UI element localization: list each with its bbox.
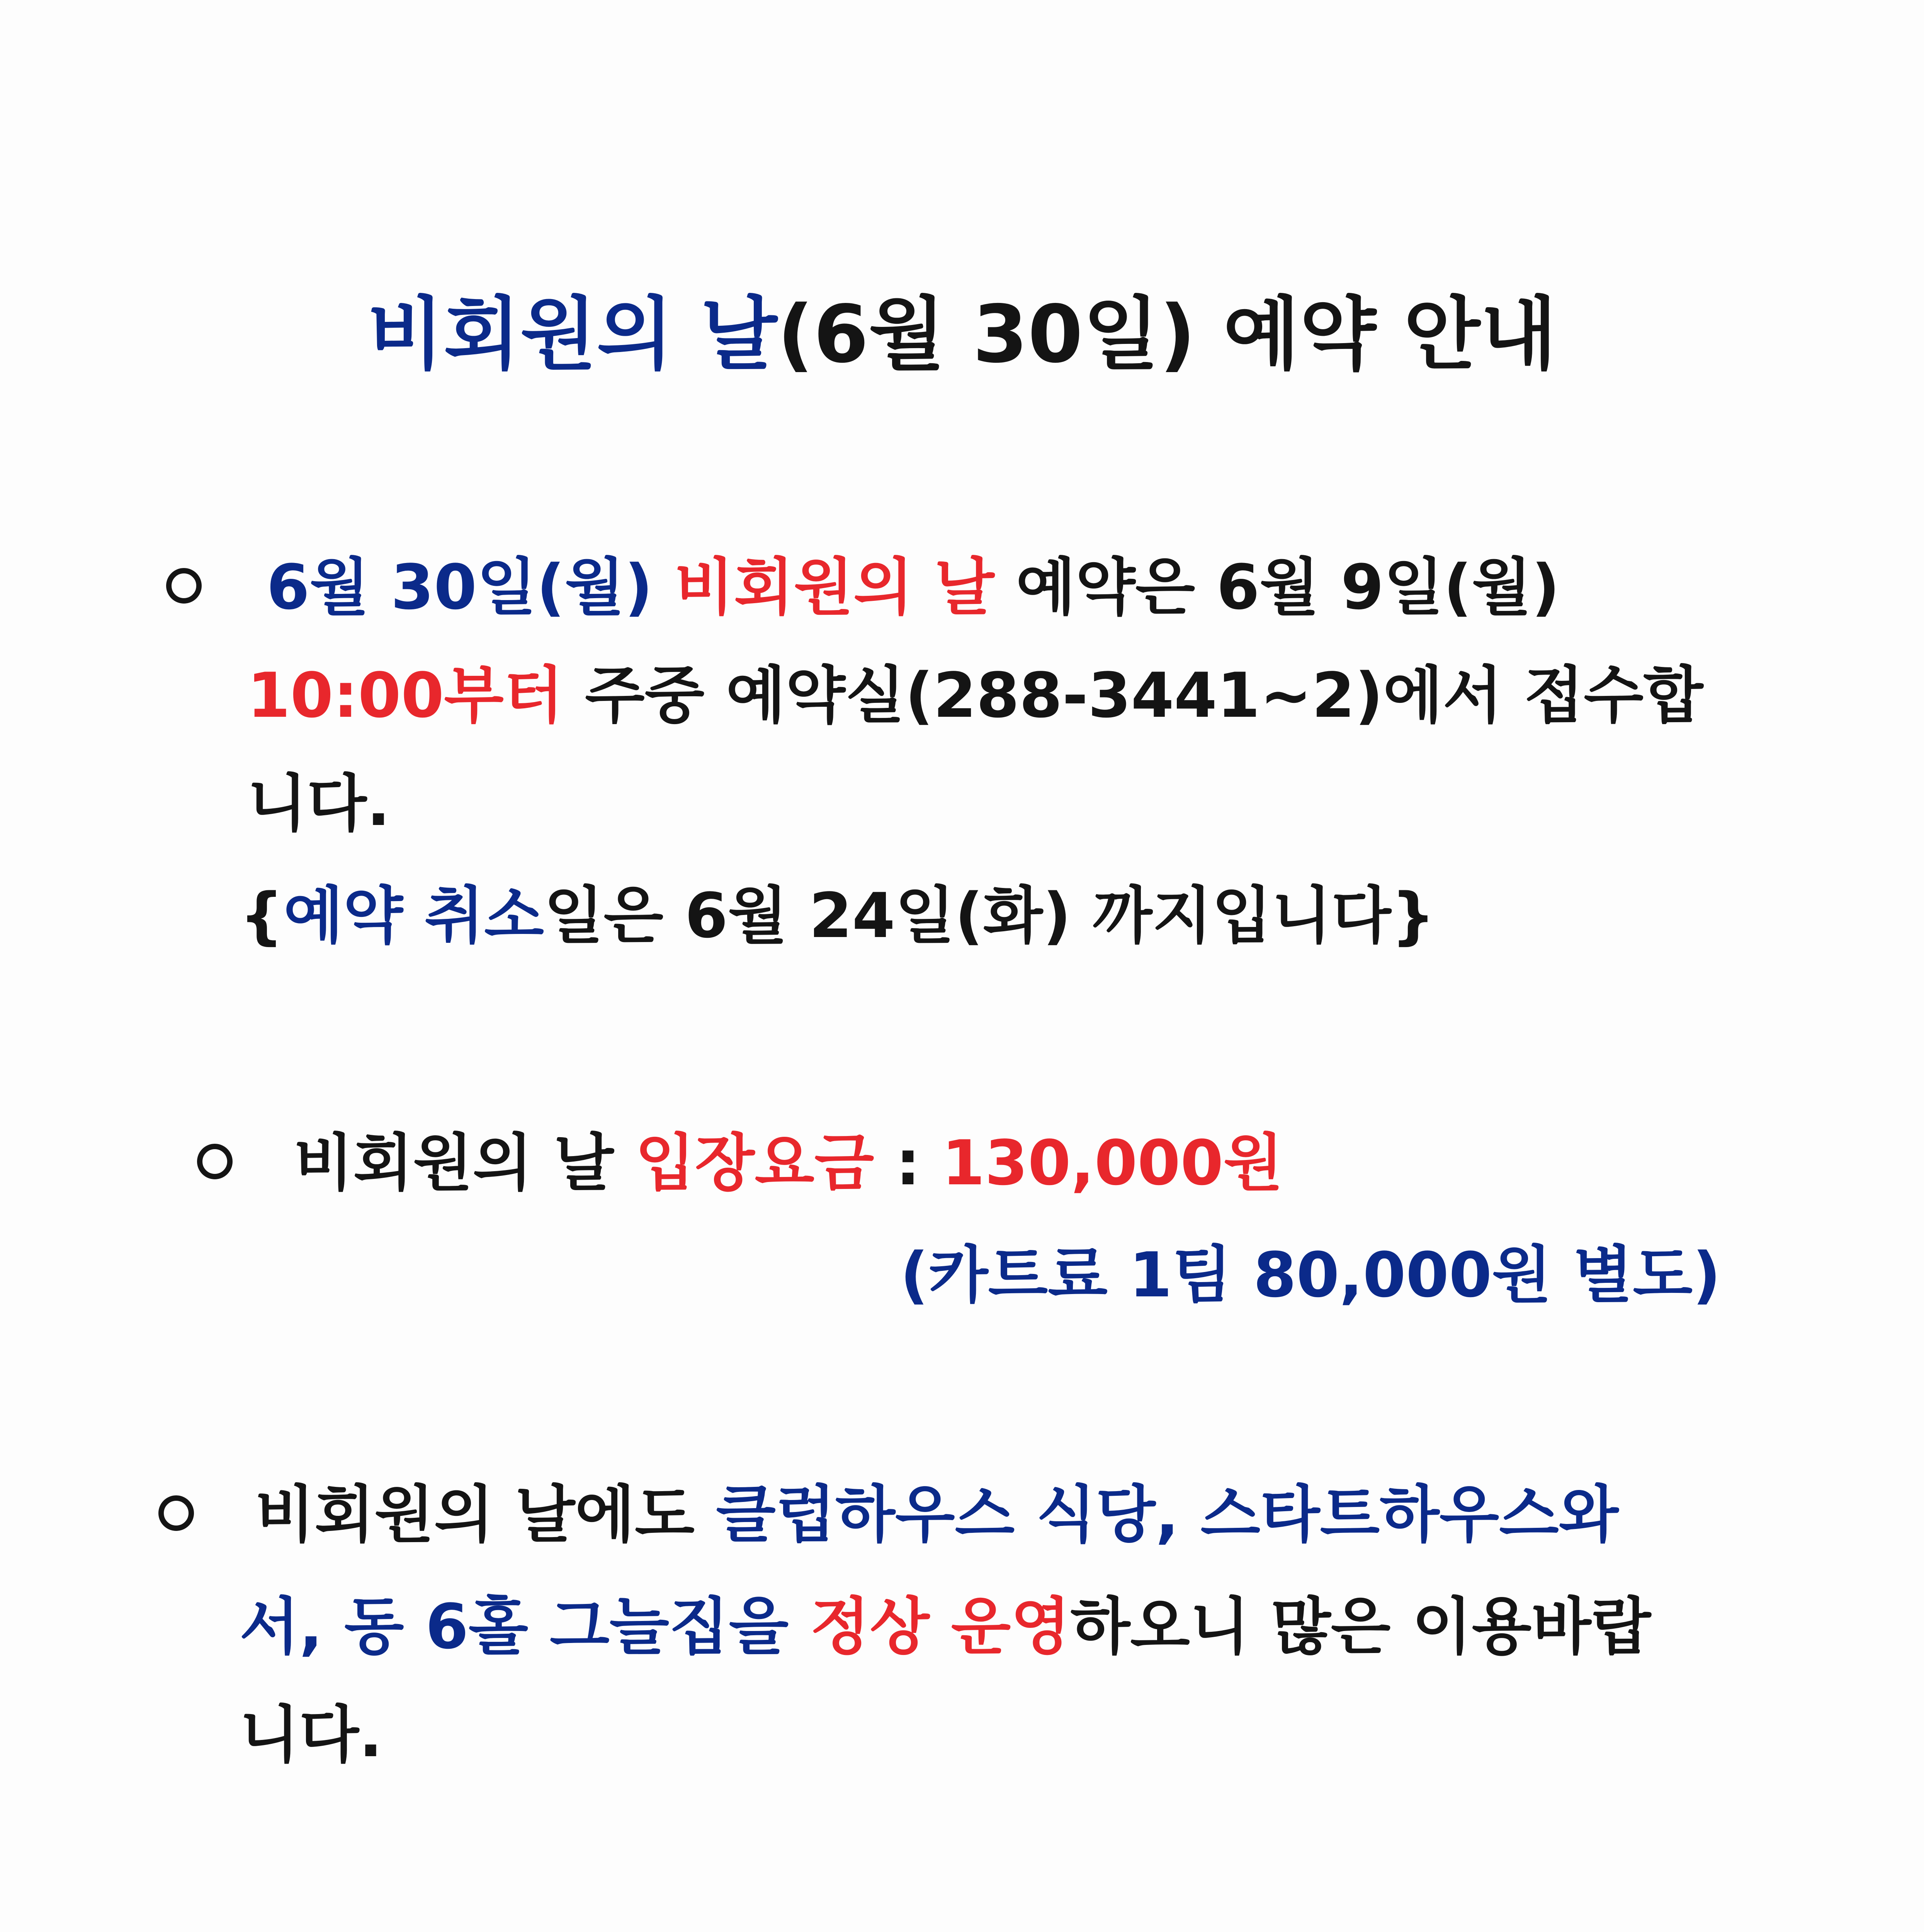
section1-line2 (247, 659, 1703, 731)
section1-brace: { (240, 879, 284, 952)
section1-event: 비회원의 날 (674, 551, 994, 623)
page-title (0, 270, 1924, 384)
section1-cancel-text: 일은 6월 24일(화) 까지입니다} (544, 879, 1435, 952)
section3-line2 (240, 1590, 1651, 1663)
section2-line1 (294, 1127, 1283, 1199)
bullet-2 (197, 1144, 233, 1179)
section1-text: 예약은 6월 9일(월) (1016, 551, 1560, 623)
section3-text2: 하오니 많은 이용바랍 (1070, 1590, 1651, 1663)
section3-facilities: 클럽하우스 식당, 스타트하우스와 (716, 1478, 1619, 1551)
section2-colon: : (896, 1127, 921, 1199)
section1-line3: 니다. (247, 767, 390, 840)
section1-time: 10:00부터 (247, 659, 564, 731)
section1-cancel: 예약 취소 (283, 879, 544, 952)
section3-shelters: 서, 동 6홀 그늘집을 (240, 1590, 789, 1663)
title-date-text: (6월 30일) 예약 안내 (777, 289, 1557, 381)
section1-date: 6월 30일(월) (267, 551, 653, 623)
section2-price: 130,000원 (942, 1127, 1283, 1199)
section3-normal-operation: 정상 운영 (810, 1590, 1071, 1663)
bullet-1 (166, 568, 202, 604)
title-event-name: 비회원의 날 (367, 289, 777, 381)
section3-line1 (255, 1478, 1619, 1551)
section1-line1 (267, 551, 1560, 623)
section2-cart-note: (카트료 1팀 80,000원 별도) (900, 1239, 1721, 1311)
section1-line4 (240, 879, 1435, 952)
section2-fee-label: 입장요금 (635, 1127, 874, 1199)
bullet-3 (158, 1495, 194, 1531)
section3-text: 비회원의 날에도 (255, 1478, 695, 1551)
section2-text: 비회원의 날 (294, 1127, 614, 1199)
section1-phone-text: 주중 예약실(288-3441~2)에서 접수합 (585, 659, 1703, 731)
section3-line3: 니다. (240, 1699, 382, 1771)
